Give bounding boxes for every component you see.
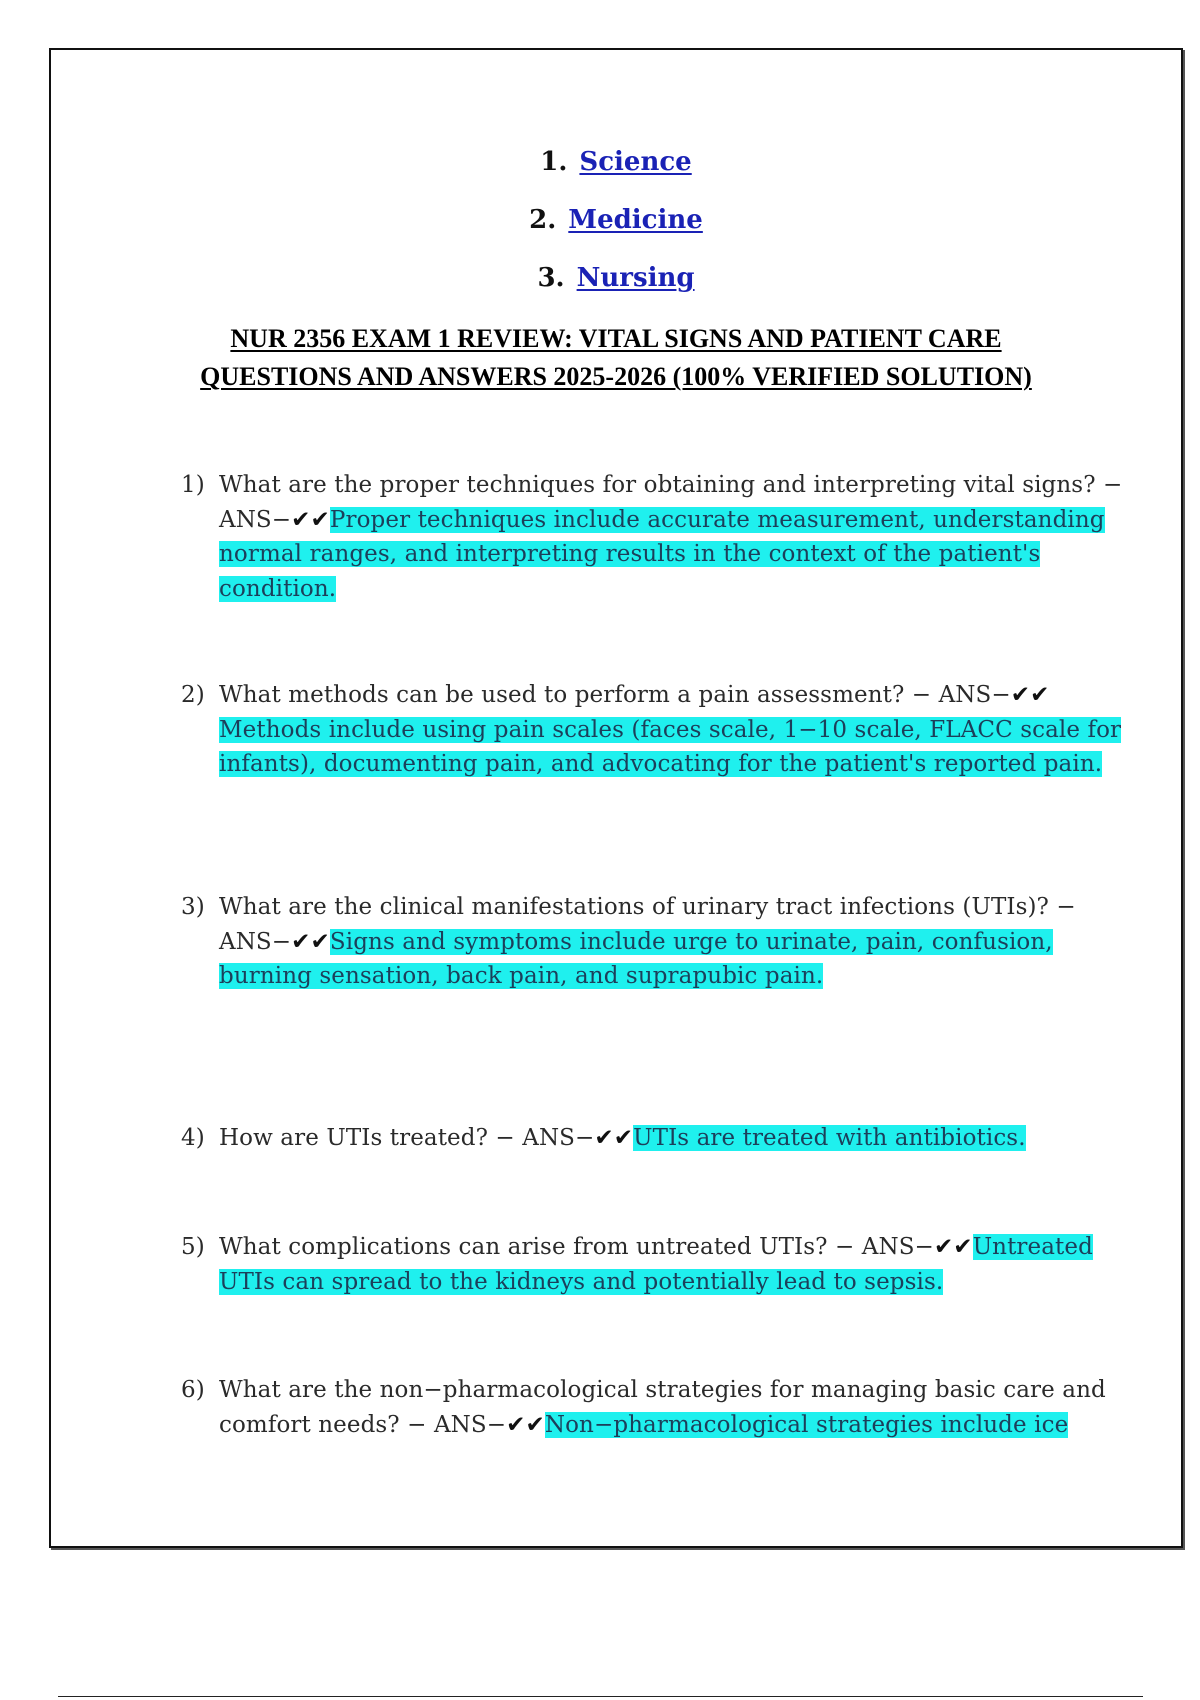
answer-highlight: Signs and symptoms include urge to urinate, pain, confusion, burning sensation, back pain, and suprapubic pain.: [219, 928, 1053, 989]
answer-highlight: Non−pharmacological strategies include ice: [544, 1411, 1069, 1438]
breadcrumb-item-medicine: [51, 203, 1181, 261]
question-item-2: [181, 678, 1136, 782]
breadcrumb-number: 1.: [540, 147, 568, 177]
question-text: What are the non−pharmacological strategies for managing basic care and comfort needs? −: [219, 1377, 1106, 1438]
ans-marker: ANS−: [219, 928, 292, 955]
ans-marker: ANS−: [861, 1234, 934, 1260]
ans-marker: ANS−: [938, 682, 1011, 708]
breadcrumb-link-science[interactable]: Science: [579, 147, 692, 177]
ans-marker: ANS−: [219, 506, 292, 533]
answer-highlight: Untreated UTIs can spread to the kidneys and potentially lead to sepsis.: [219, 1234, 1093, 1295]
breadcrumb: [51, 145, 1181, 319]
answer-highlight: Methods include using pain scales (faces scale, 1−10 scale, FLACC scale for infants), documenting pain, and advocating for the patient's reported pain.: [219, 716, 1122, 777]
question-text: How are UTIs treated? −: [219, 1125, 523, 1151]
question-item-1: [181, 468, 1136, 606]
answer-highlight: Proper techniques include accurate measurement, understanding normal ranges, and interpreting results in the context of the patient's condition.: [219, 506, 1105, 602]
question-item-6: [181, 1373, 1136, 1442]
double-check-icon: ✔✔: [933, 1234, 973, 1260]
question-text: What are the clinical manifestations of urinary tract infections (UTIs)? −: [219, 894, 1076, 920]
page-title-line-2: QUESTIONS AND ANSWERS 2025-2026 (100% VERIFIED SOLUTION): [200, 362, 1032, 391]
page-divider: [58, 1696, 1143, 1698]
double-check-icon: ✔✔: [291, 928, 330, 955]
question-number: 5): [181, 1234, 205, 1260]
question-text: What methods can be used to perform a pain assessment? −: [219, 682, 939, 708]
question-item-3: [181, 890, 1136, 994]
question-number: 4): [181, 1125, 205, 1151]
page-title: [111, 320, 1121, 396]
question-item-5: [181, 1230, 1136, 1299]
breadcrumb-number: 2.: [529, 205, 557, 235]
double-check-icon: ✔✔: [506, 1411, 545, 1438]
question-number: 6): [181, 1377, 205, 1403]
breadcrumb-link-medicine[interactable]: Medicine: [568, 205, 703, 235]
breadcrumb-item-science: [51, 145, 1181, 203]
double-check-icon: ✔✔: [291, 506, 330, 533]
ans-marker: ANS−: [522, 1125, 595, 1151]
question-number: 3): [181, 894, 205, 920]
document-page: [49, 48, 1183, 1548]
question-text: What are the proper techniques for obtaining and interpreting vital signs? −: [219, 472, 1123, 498]
breadcrumb-item-nursing: [51, 261, 1181, 319]
question-number: 2): [181, 682, 205, 708]
question-text: What complications can arise from untreated UTIs? −: [219, 1234, 862, 1260]
ans-marker: ANS−: [433, 1411, 507, 1438]
question-item-4: [181, 1121, 1136, 1156]
question-number: 1): [181, 472, 205, 498]
answer-highlight: UTIs are treated with antibiotics.: [633, 1125, 1026, 1151]
double-check-icon: ✔✔: [594, 1125, 634, 1151]
double-check-icon: ✔✔: [1010, 682, 1050, 708]
page-title-line-1: NUR 2356 EXAM 1 REVIEW: VITAL SIGNS AND PATIENT CARE: [230, 324, 1002, 353]
breadcrumb-number: 3.: [537, 263, 565, 293]
breadcrumb-link-nursing[interactable]: Nursing: [576, 263, 695, 293]
